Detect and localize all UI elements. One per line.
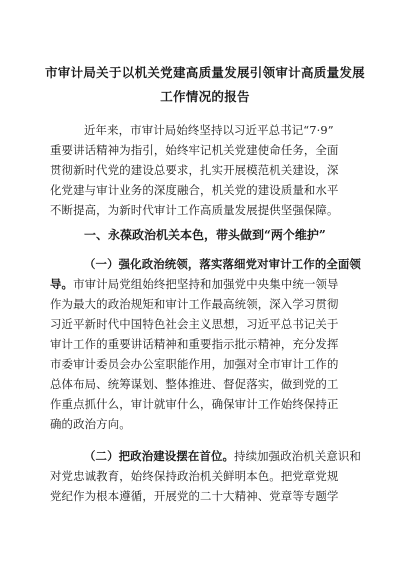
subsection-2-line: [84, 446, 361, 466]
subsection-1-heading: （一）强化政治统领，落实落细党对审计工作的全面领: [84, 257, 361, 271]
document-title-line-1: 市审计局关于以机关党建高质量发展引领审计高质量发展: [44, 65, 365, 80]
subsection-1-line: 确的政治方向。: [50, 417, 131, 431]
intro-line: 不断提高，为新时代审计工作高质量发展提供坚强保障。: [50, 203, 339, 217]
subsection-1-line: [50, 274, 339, 294]
subsection-1-line: 审计工作的重要讲话精神和重要指示批示精神，充分发挥: [50, 337, 339, 351]
subsection-2-text: 持续加强政治机关意识和: [234, 449, 361, 463]
subsection-1-text: 市审计局党组始终把坚持和加强党中央集中统一领导: [73, 277, 339, 291]
subsection-1-line: 市委审计委员会办公室职能作用，加强对全市审计工作的: [50, 357, 339, 371]
intro-line: 近年来，市审计局始终坚持以习近平总书记“7·9”: [84, 123, 334, 137]
intro-line: 重要讲话精神为指引，始终牢记机关党建使命任务，全面: [50, 143, 339, 157]
intro-line: 贯彻新时代党的建设总要求，扎实开展模范机关建设，深: [50, 163, 339, 177]
section-1-heading: 一、永葆政治机关本色，带头做到“两个维护”: [84, 228, 326, 242]
subsection-2-heading: （二）把政治建设摆在首位。: [84, 449, 235, 463]
subsection-1-heading-cont: 导。: [50, 277, 74, 291]
intro-line: 化党建与审计业务的深度融合，机关党的建设质量和水平: [50, 183, 339, 197]
subsection-1-line: 总体布局、统筹谋划、整体推进、督促落实，做到党的工: [50, 377, 339, 391]
subsection-2-line: 对党忠诚教育，始终保持政治机关鲜明本色。把党章党规: [50, 469, 339, 483]
subsection-1-line: 习近平新时代中国特色社会主义思想，习近平总书记关于: [50, 317, 339, 331]
subsection-1-line: 作重点抓什么，审计就审什么，确保审计工作始终保持正: [50, 397, 339, 411]
subsection-1-line: 作为最大的政治规矩和审计工作最高统领，深入学习贯彻: [50, 297, 339, 311]
document-title-line-2: 工作情况的报告: [160, 89, 250, 104]
subsection-2-line: 党纪作为根本遵循，开展党的二十大精神、党章等专题学: [50, 489, 339, 503]
